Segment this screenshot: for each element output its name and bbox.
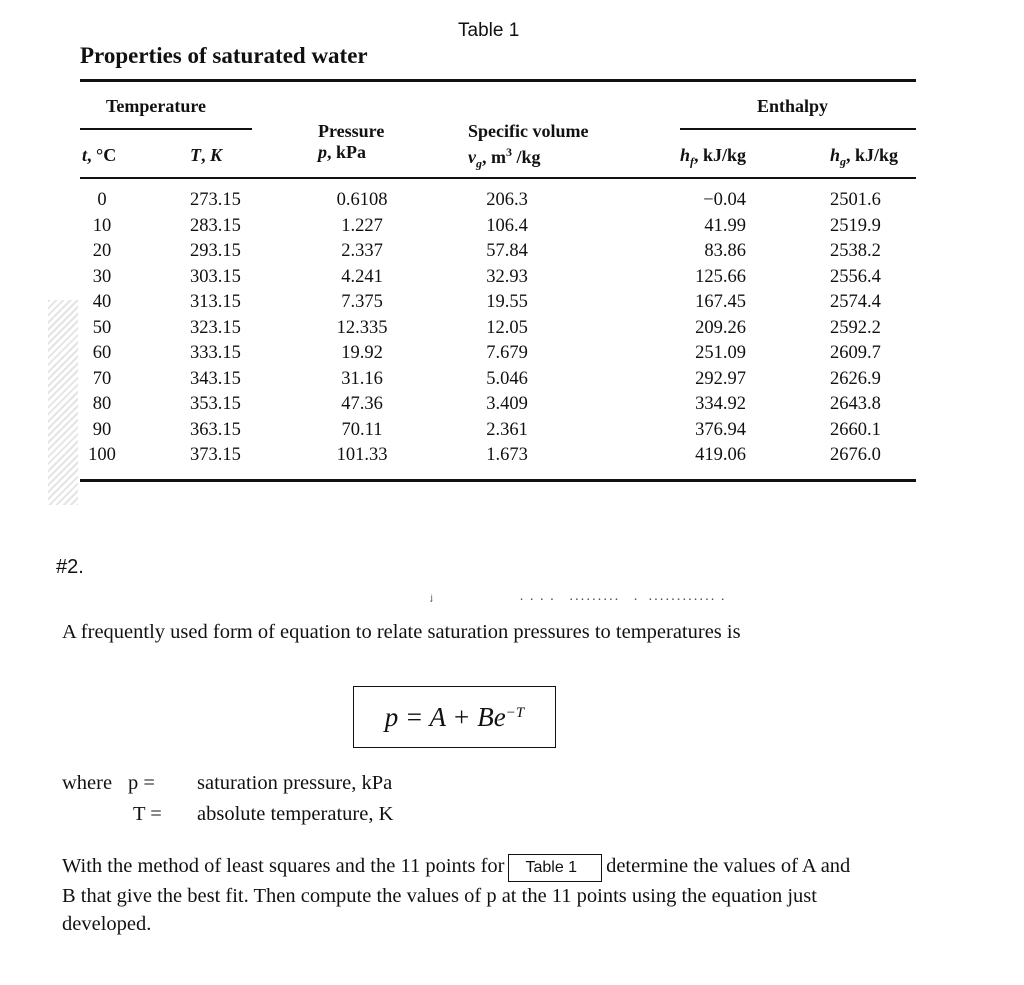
col-header-volume-line1: Specific volume bbox=[468, 121, 589, 141]
cell-t-k: 333.15 bbox=[190, 343, 241, 363]
cell-specific-volume: 32.93 bbox=[486, 266, 528, 287]
cell-t-c: 90 bbox=[92, 419, 112, 440]
cell-t-k: 353.15 bbox=[190, 394, 241, 414]
header-bottom-rule bbox=[80, 177, 916, 179]
cell-specific-volume: 19.55 bbox=[486, 292, 528, 312]
definition-text-p: saturation pressure, kPa bbox=[197, 772, 393, 794]
cell-hg: 2519.9 bbox=[830, 215, 881, 236]
equation-main: p = A + Be bbox=[384, 701, 506, 732]
cell-t-k: 343.15 bbox=[190, 368, 241, 389]
cell-t-k: 313.15 bbox=[190, 292, 241, 312]
cell-t-c: 60 bbox=[92, 343, 112, 363]
cell-hg: 2676.0 bbox=[830, 445, 881, 465]
problem-instructions bbox=[62, 852, 862, 938]
cell-specific-volume: 3.409 bbox=[486, 394, 528, 414]
cell-pressure: 31.16 bbox=[341, 368, 383, 389]
table-top-rule bbox=[80, 79, 916, 82]
where-label: where bbox=[62, 772, 113, 794]
cell-t-c: 20 bbox=[92, 241, 112, 261]
cell-t-c: 10 bbox=[92, 215, 112, 236]
table-row bbox=[0, 216, 1024, 242]
cell-hf: 167.45 bbox=[695, 292, 746, 312]
cell-t-c: 70 bbox=[92, 368, 112, 389]
cell-hg: 2660.1 bbox=[830, 419, 881, 440]
cell-pressure: 19.92 bbox=[341, 343, 383, 363]
cell-hg: 2609.7 bbox=[830, 343, 881, 363]
group-header-enthalpy: Enthalpy bbox=[757, 96, 829, 116]
col-header-pressure-line1: Pressure bbox=[318, 121, 385, 141]
cell-t-c: 50 bbox=[92, 317, 112, 338]
cell-hg: 2626.9 bbox=[830, 368, 881, 389]
cell-t-k: 293.15 bbox=[190, 241, 241, 261]
cell-hf: 419.06 bbox=[695, 445, 746, 465]
cell-hg: 2538.2 bbox=[830, 241, 881, 261]
cell-t-k: 363.15 bbox=[190, 419, 241, 440]
col-header-pressure: Pressure p, kPa bbox=[318, 121, 385, 162]
table-row bbox=[0, 267, 1024, 293]
cell-specific-volume: 106.4 bbox=[486, 215, 528, 236]
table-row bbox=[0, 343, 1024, 369]
table-bottom-rule bbox=[80, 479, 916, 482]
cell-hg: 2592.2 bbox=[830, 317, 881, 338]
cell-pressure: 7.375 bbox=[341, 292, 383, 312]
table-row bbox=[0, 318, 1024, 344]
cell-t-c: 30 bbox=[92, 266, 112, 287]
group-header-temperature: Temperature bbox=[106, 96, 206, 116]
cell-specific-volume: 2.361 bbox=[486, 419, 528, 440]
col-header-T: T, K bbox=[190, 145, 223, 165]
instructions-part2: determine the values of A and B that give the best fit. Then compute the values of p at the 11 points using the equation just developed. bbox=[62, 855, 851, 935]
cell-hf: 292.97 bbox=[695, 368, 746, 389]
cell-t-k: 373.15 bbox=[190, 445, 241, 465]
cell-pressure: 4.241 bbox=[341, 266, 383, 287]
cell-hf: −0.04 bbox=[703, 190, 746, 210]
cell-pressure: 47.36 bbox=[341, 394, 383, 414]
cell-specific-volume: 57.84 bbox=[486, 241, 528, 261]
instructions-part1: With the method of least squares and the 11 points for bbox=[62, 855, 505, 877]
cell-t-k: 303.15 bbox=[190, 266, 241, 287]
table-row bbox=[0, 190, 1024, 216]
table-row bbox=[0, 420, 1024, 446]
cell-t-c: 80 bbox=[92, 394, 112, 414]
scan-artifact-dots: ᶨ · · · · ········· · ············ · bbox=[430, 593, 727, 608]
cell-pressure: 101.33 bbox=[336, 445, 388, 465]
cell-specific-volume: 206.3 bbox=[486, 190, 528, 210]
cell-hf: 251.09 bbox=[695, 343, 746, 363]
table-row bbox=[0, 369, 1024, 395]
cell-t-c: 100 bbox=[88, 445, 116, 465]
enthalpy-underline bbox=[680, 128, 916, 130]
cell-pressure: 12.335 bbox=[336, 317, 388, 338]
definition-text-T: absolute temperature, K bbox=[197, 803, 394, 825]
cell-hf: 376.94 bbox=[695, 419, 746, 440]
cell-hf: 209.26 bbox=[695, 317, 746, 338]
equation-exponent: −T bbox=[505, 704, 525, 721]
cell-pressure: 0.6108 bbox=[336, 190, 388, 210]
cell-t-c: 0 bbox=[97, 190, 107, 210]
cell-hf: 41.99 bbox=[704, 215, 746, 236]
table-title: Properties of saturated water bbox=[80, 43, 368, 68]
equation-box bbox=[353, 686, 556, 748]
cell-specific-volume: 1.673 bbox=[486, 445, 528, 465]
cell-pressure: 70.11 bbox=[341, 419, 383, 440]
cell-specific-volume: 5.046 bbox=[486, 368, 528, 389]
cell-hg: 2501.6 bbox=[830, 190, 881, 210]
definition-symbol-p: p = bbox=[128, 772, 155, 794]
col-header-hg: $h_g$, kJ/kg bbox=[830, 145, 899, 169]
cell-hf: 83.86 bbox=[704, 241, 746, 261]
problem-intro: A frequently used form of equation to relate saturation pressures to temperatures is bbox=[62, 621, 741, 643]
temperature-underline bbox=[80, 128, 252, 130]
table-row bbox=[0, 241, 1024, 267]
definition-symbol-T: T = bbox=[133, 803, 162, 825]
cell-hg: 2556.4 bbox=[830, 266, 881, 287]
col-header-t: t, °C bbox=[82, 145, 117, 165]
cell-hg: 2643.8 bbox=[830, 394, 881, 414]
cell-t-k: 283.15 bbox=[190, 215, 241, 236]
problem-label: #2. bbox=[56, 556, 84, 578]
table-row bbox=[0, 445, 1024, 471]
table-reference-box: Table 1 bbox=[508, 854, 602, 882]
table-row bbox=[0, 292, 1024, 318]
cell-specific-volume: 7.679 bbox=[486, 343, 528, 363]
table-body bbox=[0, 190, 1024, 471]
cell-hg: 2574.4 bbox=[830, 292, 881, 312]
cell-hf: 125.66 bbox=[695, 266, 746, 287]
table-caption: Table 1 bbox=[458, 20, 520, 41]
cell-hf: 334.92 bbox=[695, 394, 746, 414]
table-row bbox=[0, 394, 1024, 420]
cell-t-k: 273.15 bbox=[190, 190, 241, 210]
col-header-volume: Specific volume $v_g$, $m^3$ /kg bbox=[468, 121, 589, 171]
cell-t-c: 40 bbox=[92, 292, 112, 312]
cell-t-k: 323.15 bbox=[190, 317, 241, 338]
cell-specific-volume: 12.05 bbox=[486, 317, 528, 338]
cell-pressure: 1.227 bbox=[341, 215, 383, 236]
col-header-hf: $h_f$, kJ/kg bbox=[680, 145, 747, 169]
cell-pressure: 2.337 bbox=[341, 241, 383, 261]
